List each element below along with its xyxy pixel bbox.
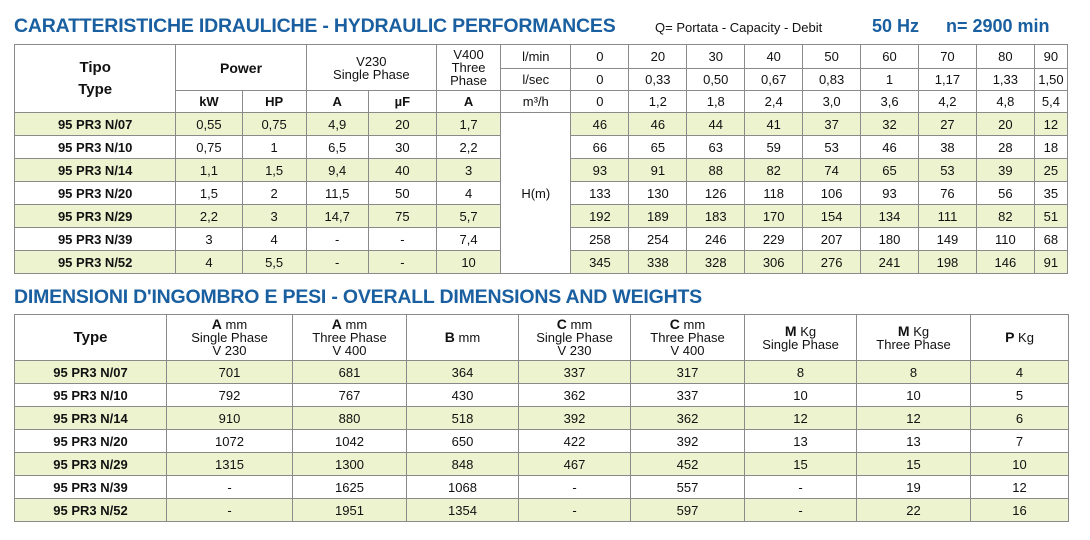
dimension-value-cell: 430	[407, 384, 519, 407]
head-label: H(m)	[501, 113, 571, 274]
single-phase-label: Single Phase	[333, 66, 410, 82]
head-value-cell: 246	[687, 228, 745, 251]
dimension-unit: Kg	[909, 323, 930, 339]
capacitor-cell: -	[368, 228, 436, 251]
dimension-value-cell: 1072	[167, 430, 293, 453]
dimension-row	[15, 476, 1069, 499]
hp-cell: 2	[242, 182, 306, 205]
amp-400-cell: 1,7	[437, 113, 501, 136]
flow-m3h-cell: 5,4	[1034, 91, 1067, 113]
dimension-unit: Type	[73, 329, 108, 346]
dimension-header	[293, 315, 407, 361]
head-value-cell: 254	[629, 228, 687, 251]
model-cell: 95 PR3 N/29	[15, 205, 176, 228]
dimension-value-cell: 13	[857, 430, 971, 453]
model-cell: 95 PR3 N/29	[15, 453, 167, 476]
amp-230-cell: 9,4	[306, 159, 368, 182]
dimension-value-cell: 337	[519, 361, 631, 384]
kw-cell: 1,1	[176, 159, 242, 182]
amp-400-cell: 7,4	[437, 228, 501, 251]
head-value-cell: 258	[571, 228, 629, 251]
model-cell: 95 PR3 N/07	[15, 361, 167, 384]
flow-lsec-cell: 1,50	[1034, 69, 1067, 91]
head-value-cell: 27	[918, 113, 976, 136]
model-cell: 95 PR3 N/07	[15, 113, 176, 136]
head-value-cell: 133	[571, 182, 629, 205]
head-value-cell: 76	[918, 182, 976, 205]
model-cell: 95 PR3 N/20	[15, 430, 167, 453]
dimension-symbol: P	[1005, 329, 1015, 345]
dimension-subheader: Three Phase	[650, 330, 725, 345]
head-value-cell: 183	[687, 205, 745, 228]
dimension-value-cell: -	[167, 499, 293, 522]
dimension-value-cell: 557	[631, 476, 745, 499]
dimension-value-cell: 792	[167, 384, 293, 407]
flow-lsec-cell: 1,17	[918, 69, 976, 91]
head-value-cell: 110	[976, 228, 1034, 251]
dimension-value-cell: -	[519, 476, 631, 499]
dimension-header	[15, 315, 167, 361]
amp-230-cell: -	[306, 251, 368, 274]
hp-cell: 1,5	[242, 159, 306, 182]
phase-label: Phase	[450, 73, 487, 88]
flow-lsec-cell: 0,50	[687, 69, 745, 91]
dimension-unit: mm	[454, 330, 481, 345]
model-cell: 95 PR3 N/14	[15, 407, 167, 430]
model-cell: 95 PR3 N/52	[15, 251, 176, 274]
frequency-label: 50 Hz	[872, 16, 920, 36]
dimension-value-cell: -	[745, 499, 857, 522]
dimension-header	[745, 315, 857, 361]
head-value-cell: 82	[976, 205, 1034, 228]
dimension-symbol: C	[669, 316, 680, 332]
flow-m3h-cell: 3,0	[803, 91, 861, 113]
head-value-cell: 134	[861, 205, 919, 228]
dimension-value-cell: 1354	[407, 499, 519, 522]
head-value-cell: 93	[861, 182, 919, 205]
head-value-cell: 74	[803, 159, 861, 182]
dimension-value-cell: 10	[857, 384, 971, 407]
kw-cell: 2,2	[176, 205, 242, 228]
amp-400-header: A	[437, 91, 501, 113]
head-value-cell: 88	[687, 159, 745, 182]
dimension-value-cell: 10	[745, 384, 857, 407]
dimension-value-cell: 518	[407, 407, 519, 430]
head-value-cell: 180	[861, 228, 919, 251]
head-value-cell: 241	[861, 251, 919, 274]
flow-m3h-cell: 0	[571, 91, 629, 113]
model-cell: 95 PR3 N/52	[15, 499, 167, 522]
head-value-cell: 306	[745, 251, 803, 274]
head-value-cell: 37	[803, 113, 861, 136]
dimension-value-cell: 8	[857, 361, 971, 384]
amp-400-cell: 5,7	[437, 205, 501, 228]
kw-cell: 0,55	[176, 113, 242, 136]
amp-230-cell: 6,5	[306, 136, 368, 159]
head-value-cell: 68	[1034, 228, 1067, 251]
head-value-cell: 338	[629, 251, 687, 274]
v230-header	[306, 45, 436, 91]
head-value-cell: 38	[918, 136, 976, 159]
flow-lsec-cell: 0,83	[803, 69, 861, 91]
dimension-subheader: Three Phase	[876, 336, 951, 352]
dimension-value-cell: 467	[519, 453, 631, 476]
amp-230-cell: -	[306, 228, 368, 251]
head-value-cell: 154	[803, 205, 861, 228]
model-cell: 95 PR3 N/20	[15, 182, 176, 205]
flow-lmin-cell: 90	[1034, 45, 1067, 69]
flow-lsec-cell: 0,33	[629, 69, 687, 91]
dimension-value-cell: -	[167, 476, 293, 499]
flow-m3h-cell: 1,2	[629, 91, 687, 113]
dimension-value-cell: 597	[631, 499, 745, 522]
capacitor-cell: 30	[368, 136, 436, 159]
type-header	[15, 45, 176, 113]
flow-m3h-cell: 3,6	[861, 91, 919, 113]
kw-cell: 0,75	[176, 136, 242, 159]
dimension-unit: mm	[221, 317, 248, 332]
dimension-value-cell: 1300	[293, 453, 407, 476]
dimension-unit: mm	[679, 317, 706, 332]
dimension-value-cell: 880	[293, 407, 407, 430]
dimension-value-cell: 8	[745, 361, 857, 384]
head-value-cell: 28	[976, 136, 1034, 159]
dimension-header	[971, 315, 1069, 361]
hydraulic-performance-table	[14, 44, 1068, 274]
dimension-value-cell: 1068	[407, 476, 519, 499]
head-value-cell: 20	[976, 113, 1034, 136]
head-value-cell: 46	[629, 113, 687, 136]
dimension-unit: Kg	[1014, 330, 1034, 345]
capacitor-cell: 50	[368, 182, 436, 205]
type-label: Type	[78, 80, 113, 98]
flow-lsec-cell: 1	[861, 69, 919, 91]
head-value-cell: 53	[803, 136, 861, 159]
head-value-cell: 126	[687, 182, 745, 205]
dimension-value-cell: 910	[167, 407, 293, 430]
capacitor-cell: 40	[368, 159, 436, 182]
amp-400-cell: 3	[437, 159, 501, 182]
dimension-header	[519, 315, 631, 361]
capacitor-cell: 75	[368, 205, 436, 228]
head-value-cell: 12	[1034, 113, 1067, 136]
dimension-value-cell: 15	[745, 453, 857, 476]
dimension-value-cell: 15	[857, 453, 971, 476]
head-value-cell: 41	[745, 113, 803, 136]
dimension-value-cell: 317	[631, 361, 745, 384]
flow-lsec-cell: 1,33	[976, 69, 1034, 91]
flow-lmin-cell: 50	[803, 45, 861, 69]
model-cell: 95 PR3 N/39	[15, 476, 167, 499]
v400-label: V400	[453, 47, 484, 62]
head-value-cell: 276	[803, 251, 861, 274]
dimension-value-cell: 1315	[167, 453, 293, 476]
head-value-cell: 59	[745, 136, 803, 159]
dimension-subheader: Single Phase	[536, 330, 613, 345]
model-cell: 95 PR3 N/10	[15, 136, 176, 159]
dimension-value-cell: 392	[631, 430, 745, 453]
flow-m3h-cell: 4,8	[976, 91, 1034, 113]
head-value-cell: 46	[571, 113, 629, 136]
capacitor-cell: -	[368, 251, 436, 274]
amp-400-cell: 10	[437, 251, 501, 274]
kw-cell: 4	[176, 251, 242, 274]
m3h-label: m³/h	[501, 91, 571, 113]
kw-cell: 3	[176, 228, 242, 251]
dimension-row	[15, 430, 1069, 453]
amp-230-cell: 14,7	[306, 205, 368, 228]
head-value-cell: 106	[803, 182, 861, 205]
capacity-note: Q= Portata - Capacity - Debit	[655, 20, 823, 35]
dimension-value-cell: 681	[293, 361, 407, 384]
dimension-value-cell: 650	[407, 430, 519, 453]
dimension-unit: mm	[341, 317, 368, 332]
dimension-value-cell: 362	[519, 384, 631, 407]
dimension-subheader: V 400	[332, 343, 367, 358]
head-value-cell: 51	[1034, 205, 1067, 228]
dimension-symbol: M	[784, 322, 797, 339]
dimension-header	[167, 315, 293, 361]
hydraulic-row	[15, 113, 1068, 136]
hp-cell: 1	[242, 136, 306, 159]
head-value-cell: 149	[918, 228, 976, 251]
dimension-row	[15, 361, 1069, 384]
head-value-cell: 345	[571, 251, 629, 274]
dimension-value-cell: 6	[971, 407, 1069, 430]
hp-cell: 0,75	[242, 113, 306, 136]
lsec-label: l/sec	[501, 69, 571, 91]
dimension-value-cell: 1951	[293, 499, 407, 522]
head-value-cell: 111	[918, 205, 976, 228]
dimension-value-cell: 12	[971, 476, 1069, 499]
dimension-value-cell: 422	[519, 430, 631, 453]
dimension-value-cell: 1042	[293, 430, 407, 453]
head-value-cell: 170	[745, 205, 803, 228]
dimension-value-cell: 4	[971, 361, 1069, 384]
dimension-header	[407, 315, 519, 361]
flow-lmin-cell: 20	[629, 45, 687, 69]
head-value-cell: 25	[1034, 159, 1067, 182]
dimension-subheader: V 230	[557, 343, 592, 358]
head-value-cell: 66	[571, 136, 629, 159]
head-value-cell: 189	[629, 205, 687, 228]
head-value-cell: 35	[1034, 182, 1067, 205]
head-value-cell: 39	[976, 159, 1034, 182]
head-value-cell: 91	[1034, 251, 1067, 274]
model-cell: 95 PR3 N/14	[15, 159, 176, 182]
dimension-value-cell: 767	[293, 384, 407, 407]
head-value-cell: 63	[687, 136, 745, 159]
flow-m3h-cell: 4,2	[918, 91, 976, 113]
head-value-cell: 82	[745, 159, 803, 182]
flow-lmin-cell: 70	[918, 45, 976, 69]
dimension-header	[631, 315, 745, 361]
dimension-value-cell: -	[519, 499, 631, 522]
dimension-value-cell: 19	[857, 476, 971, 499]
head-value-cell: 53	[918, 159, 976, 182]
dimension-header	[857, 315, 971, 361]
dimension-value-cell: 12	[745, 407, 857, 430]
amp-400-cell: 4	[437, 182, 501, 205]
flow-lmin-cell: 40	[745, 45, 803, 69]
dimension-row	[15, 407, 1069, 430]
model-cell: 95 PR3 N/39	[15, 228, 176, 251]
dimension-symbol: A	[211, 316, 222, 332]
hp-cell: 3	[242, 205, 306, 228]
amp-230-cell: 11,5	[306, 182, 368, 205]
dimension-value-cell: 848	[407, 453, 519, 476]
amp-230-header: A	[306, 91, 368, 113]
rpm-label: n= 2900 min	[946, 16, 1050, 36]
hydraulic-title: CARATTERISTICHE IDRAULICHE - HYDRAULIC PERFORMANCES	[14, 15, 616, 37]
dimension-row	[15, 499, 1069, 522]
dimension-value-cell: 22	[857, 499, 971, 522]
head-value-cell: 65	[861, 159, 919, 182]
v400-header	[437, 45, 501, 91]
flow-lsec-cell: 0,67	[745, 69, 803, 91]
kw-header: kW	[176, 91, 242, 113]
dimension-value-cell: 16	[971, 499, 1069, 522]
hp-cell: 4	[242, 228, 306, 251]
dimension-value-cell: 10	[971, 453, 1069, 476]
head-value-cell: 18	[1034, 136, 1067, 159]
dimension-value-cell: 364	[407, 361, 519, 384]
head-value-cell: 146	[976, 251, 1034, 274]
dimension-subheader: V 230	[212, 343, 247, 358]
dimension-subheader: Three Phase	[312, 330, 387, 345]
amp-230-cell: 4,9	[306, 113, 368, 136]
flow-lsec-cell: 0	[571, 69, 629, 91]
dimensions-table	[14, 314, 1069, 522]
dimension-value-cell: 392	[519, 407, 631, 430]
v230-label: V230	[356, 53, 387, 69]
flow-lmin-cell: 80	[976, 45, 1034, 69]
head-value-cell: 229	[745, 228, 803, 251]
hp-cell: 5,5	[242, 251, 306, 274]
capacitor-cell: 20	[368, 113, 436, 136]
dimension-subheader: V 400	[670, 343, 705, 358]
dimension-symbol: C	[556, 316, 567, 332]
tipo-label: Tipo	[79, 58, 111, 76]
flow-m3h-cell: 1,8	[687, 91, 745, 113]
dimension-symbol: M	[897, 322, 910, 339]
dimension-value-cell: 701	[167, 361, 293, 384]
flow-lmin-cell: 60	[861, 45, 919, 69]
dimension-value-cell: 1625	[293, 476, 407, 499]
dimension-value-cell: 337	[631, 384, 745, 407]
head-value-cell: 65	[629, 136, 687, 159]
model-cell: 95 PR3 N/10	[15, 384, 167, 407]
head-value-cell: 93	[571, 159, 629, 182]
dimension-value-cell: 12	[857, 407, 971, 430]
dimension-row	[15, 453, 1069, 476]
dimension-subheader: Single Phase	[191, 330, 268, 345]
head-value-cell: 91	[629, 159, 687, 182]
head-value-cell: 44	[687, 113, 745, 136]
dimension-subheader: Single Phase	[762, 336, 839, 352]
dimension-value-cell: 7	[971, 430, 1069, 453]
dimension-value-cell: -	[745, 476, 857, 499]
three-label: Three	[451, 60, 486, 75]
head-value-cell: 130	[629, 182, 687, 205]
capacitor-header: µF	[368, 91, 436, 113]
dimension-value-cell: 362	[631, 407, 745, 430]
hp-header: HP	[242, 91, 306, 113]
dimensions-title: DIMENSIONI D'INGOMBRO E PESI - OVERALL DIMENSIONS AND WEIGHTS	[14, 286, 702, 308]
dimension-symbol: A	[331, 316, 342, 332]
head-value-cell: 46	[861, 136, 919, 159]
head-value-cell: 32	[861, 113, 919, 136]
dimension-value-cell: 13	[745, 430, 857, 453]
dimension-unit: mm	[566, 317, 593, 332]
head-value-cell: 198	[918, 251, 976, 274]
dimension-value-cell: 452	[631, 453, 745, 476]
hydraulic-title-row	[14, 14, 1080, 44]
head-value-cell: 328	[687, 251, 745, 274]
dimension-symbol: B	[444, 329, 455, 345]
kw-cell: 1,5	[176, 182, 242, 205]
dimension-unit: Kg	[796, 323, 817, 339]
head-value-cell: 56	[976, 182, 1034, 205]
dimension-value-cell: 5	[971, 384, 1069, 407]
head-value-cell: 118	[745, 182, 803, 205]
head-value-cell: 192	[571, 205, 629, 228]
lmin-label: l/min	[501, 45, 571, 69]
head-value-cell: 207	[803, 228, 861, 251]
amp-400-cell: 2,2	[437, 136, 501, 159]
dimension-row	[15, 384, 1069, 407]
flow-m3h-cell: 2,4	[745, 91, 803, 113]
flow-lmin-cell: 0	[571, 45, 629, 69]
power-header: Power	[176, 45, 306, 91]
flow-lmin-cell: 30	[687, 45, 745, 69]
